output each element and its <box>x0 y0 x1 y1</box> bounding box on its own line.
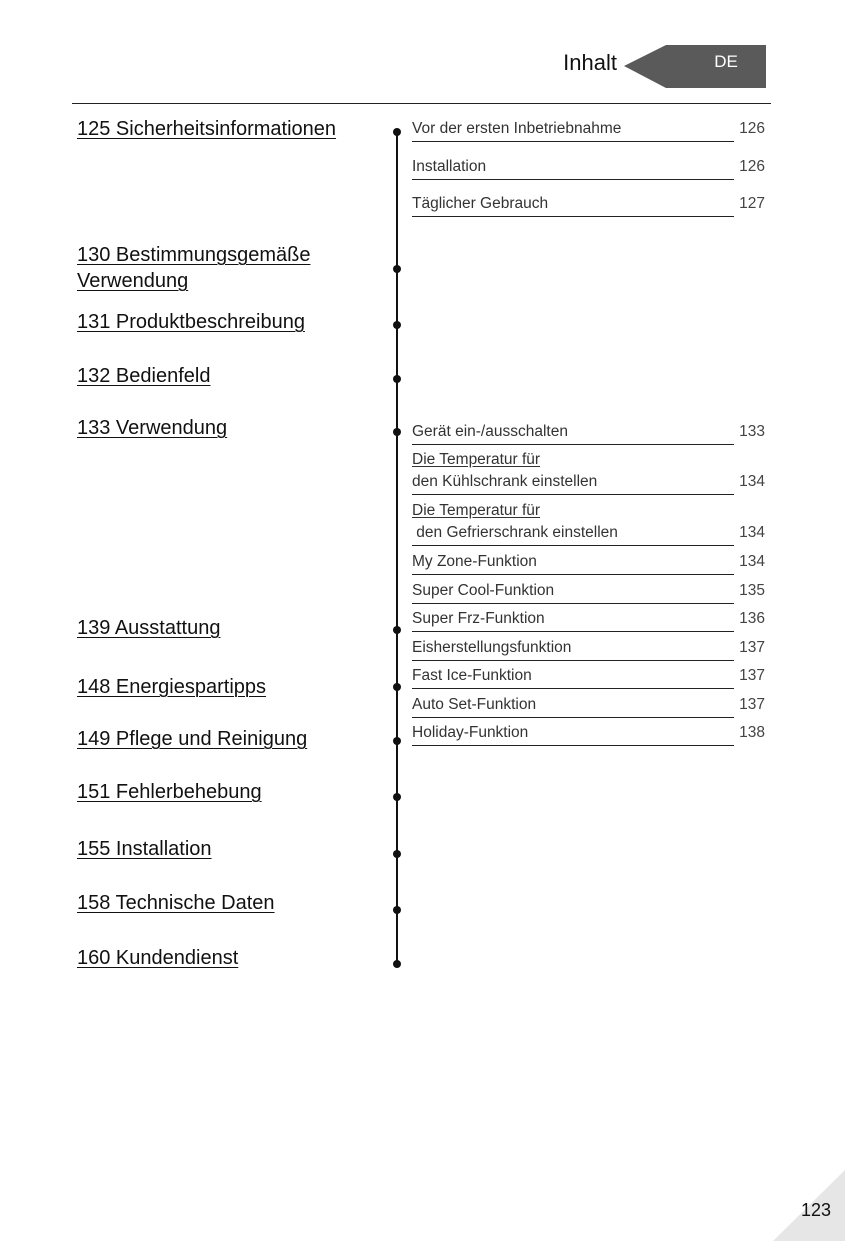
section-page: 135 <box>739 582 765 599</box>
section-title: Fast Ice-Funktion <box>412 665 734 689</box>
section-title: Super Cool-Funktion <box>412 580 734 604</box>
section-page: 137 <box>739 667 765 684</box>
chapter-technische-daten[interactable]: 158 Technische Daten <box>77 892 275 914</box>
section-title: Holiday-Funktion <box>412 722 734 746</box>
chapter-bedienfeld[interactable]: 132 Bedienfeld <box>77 365 211 387</box>
language-label: DE <box>714 52 738 71</box>
section-page: 134 <box>739 524 765 541</box>
section-title: My Zone-Funktion <box>412 551 734 575</box>
chapter-kundendienst[interactable]: 160 Kundendienst <box>77 947 239 969</box>
header-title: Inhalt <box>563 50 617 75</box>
section-title: Gerät ein-/ausschalten <box>412 421 734 445</box>
section-page: 137 <box>739 639 765 656</box>
section-page: 138 <box>739 724 765 741</box>
section-page: 136 <box>739 610 765 627</box>
chapter-pflege-und-reinigung[interactable]: 149 Pflege und Reinigung <box>77 728 308 750</box>
chapter-ausstattung[interactable]: 139 Ausstattung <box>77 617 221 639</box>
section-title: Vor der ersten Inbetriebnahme <box>412 118 734 142</box>
chapter-bestimmungsgemaesse-verwendung[interactable]: 130 Bestimmungsgemäße Verwendung <box>77 244 311 292</box>
chapter-verwendung[interactable]: 133 Verwendung <box>77 417 228 439</box>
section-title: Installation <box>412 156 734 180</box>
section-page: 134 <box>739 473 765 490</box>
page-number: 123 <box>800 1200 832 1220</box>
section-title: den Kühlschrank einstellen <box>412 471 734 495</box>
section-page: 126 <box>739 120 765 137</box>
section-title: den Gefrierschrank einstellen <box>412 522 734 546</box>
section-page: 126 <box>739 158 765 175</box>
chapter-installation[interactable]: 155 Installation <box>77 838 212 860</box>
section-page: 137 <box>739 696 765 713</box>
section-title-line1: Die Temperatur für <box>412 502 541 519</box>
section-page: 133 <box>739 423 765 440</box>
section-title: Super Frz-Funktion <box>412 608 734 632</box>
section-title: Eisherstellungsfunktion <box>412 637 734 661</box>
section-title: Auto Set-Funktion <box>412 694 734 718</box>
chapter-sicherheitsinformationen[interactable]: 125 Sicherheitsinformationen <box>77 118 337 140</box>
section-page: 127 <box>739 195 765 212</box>
section-page: 134 <box>739 553 765 570</box>
section-title: Täglicher Gebrauch <box>412 193 734 217</box>
section-title-line1: Die Temperatur für <box>412 451 541 468</box>
chapter-produktbeschreibung[interactable]: 131 Produktbeschreibung <box>77 311 305 333</box>
chapter-fehlerbehebung[interactable]: 151 Fehlerbehebung <box>77 781 262 803</box>
chapter-energiespartipps[interactable]: 148 Energiespartipps <box>77 676 267 698</box>
